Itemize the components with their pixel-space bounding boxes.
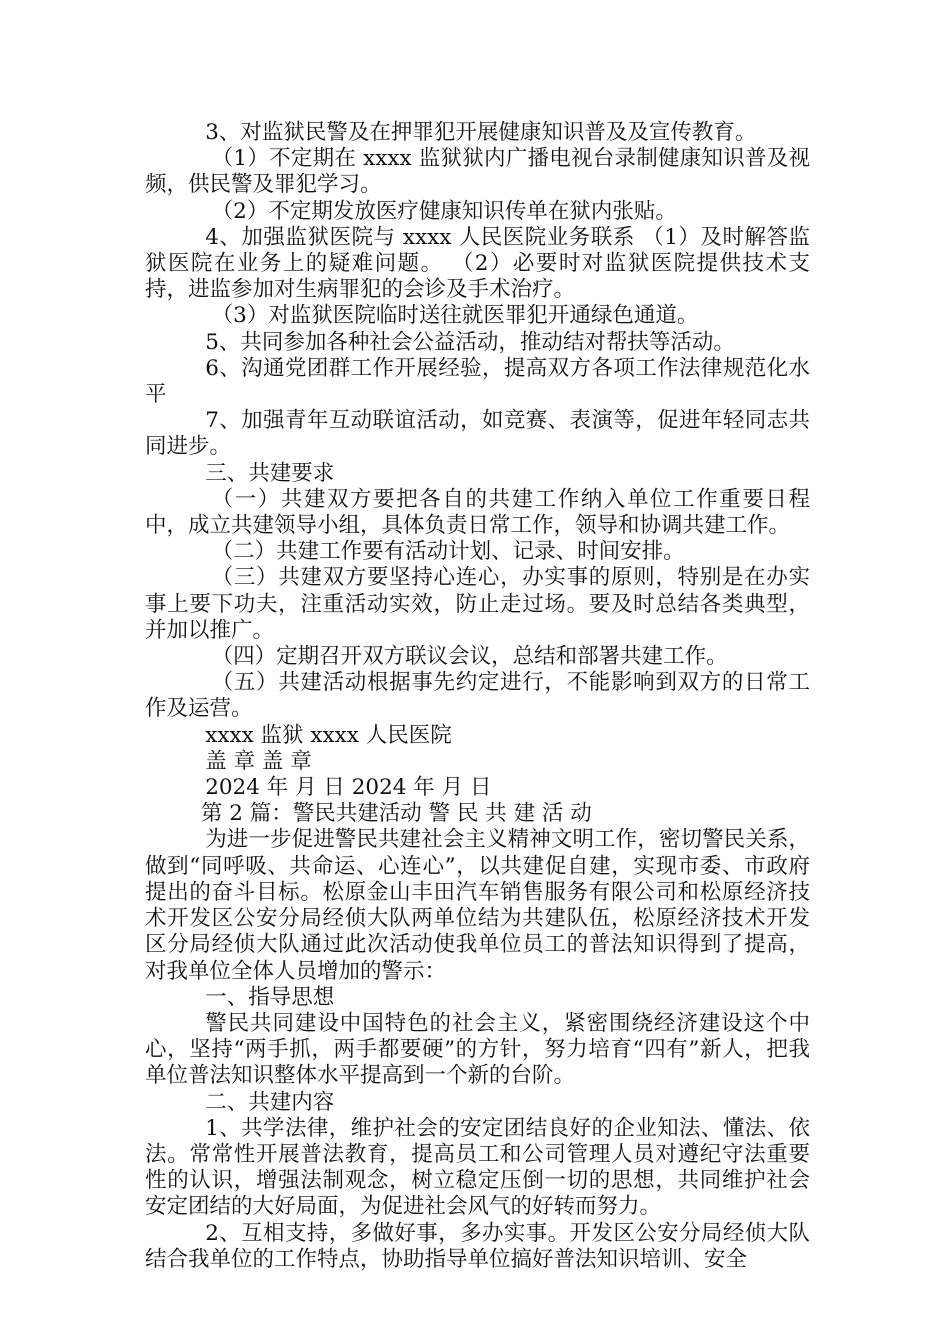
requirement-5: （五）共建活动根据事先约定进行，不能影响到双方的日常工作及运营。	[145, 670, 810, 722]
paragraph-subitem-2: （2）不定期发放医疗健康知识传单在狱内张贴。	[211, 198, 677, 224]
paragraph-item-4: 4、加强监狱医院与 xxxx 人民医院业务联系 （1）及时解答监狱医院在业务上的疑难问题。 （2）必要时对监狱医院提供技术支持，进监参加对生病罪犯的会诊及手术治疗。	[145, 224, 810, 303]
section-heading-requirements: 三、共建要求	[205, 460, 335, 486]
paragraph-subitem-3: （3）对监狱医院临时送往就医罪犯开通绿色通道。	[211, 303, 699, 329]
content-item-1: 1、共学法律，维护社会的安定团结良好的企业知法、懂法、依法。常常性开展普法教育，提高员工和公司管理人员对遵纪守法重要性的认识，增强法制观念，树立稳定压倒一切的思想，共同维护社会安定团结的大好局面，为促进社会风气的好转而努力。	[145, 1115, 810, 1220]
document-body	[145, 120, 810, 1273]
paragraph-item-5: 5、共同参加各种社会公益活动，推动结对帮扶等活动。	[205, 329, 735, 355]
requirement-1: （一）共建双方要把各自的共建工作纳入单位工作重要日程中，成立共建领导小组，具体负责日常工作，领导和协调共建工作。	[145, 486, 810, 539]
requirement-3: （三）共建双方要坚持心连心，办实事的原则，特别是在办实事上要下功夫，注重活动实效，防止走过场。要及时总结各类典型，并加以推广。	[145, 565, 810, 643]
paragraph-subitem-1: （1）不定期在 xxxx 监狱狱内广播电视台录制健康知识普及视频，供民警及罪犯学习。	[145, 146, 810, 198]
guiding-ideology-paragraph: 警民共同建设中国特色的社会主义，紧密围绕经济建设这个中心，坚持“两手抓，两手都要硬”的方针，努力培育“四有”新人，把我单位普法知识整体水平提高到一个新的台阶。	[145, 1010, 810, 1089]
section-heading-content: 二、共建内容	[205, 1089, 335, 1115]
intro-paragraph: 为进一步促进警民共建社会主义精神文明工作，密切警民关系，做到“同呼吸、共命运、心连心”，以共建促自建，实现市委、市政府提出的奋斗目标。松原金山丰田汽车销售服务有限公司和松原经济技术开发区公安分局经侦大队两单位结为共建队伍，松原经济技术开发区分局经侦大队通过此次活动使我单位员工的普法知识得到了提高，对我单位全体人员增加的警示：	[145, 827, 810, 984]
signature-parties: xxxx 监狱 xxxx 人民医院	[205, 722, 452, 748]
section-title-part-2: 第 2 篇：警民共建活动 警 民 共 建 活 动	[200, 801, 592, 827]
paragraph-item-7: 7、加强青年互动联谊活动，如竞赛、表演等，促进年轻同志共同进步。	[145, 408, 810, 460]
signature-dates: 2024 年 月 日 2024 年 月 日	[205, 775, 492, 801]
paragraph-item-3: 3、对监狱民警及在押罪犯开展健康知识普及及宣传教育。	[205, 120, 757, 145]
signature-seals: 盖 章 盖 章	[205, 748, 312, 774]
requirement-4: （四）定期召开双方联议会议，总结和部署共建工作。	[211, 644, 728, 670]
content-item-2: 2、互相支持，多做好事，多办实事。开发区公安分局经侦大队结合我单位的工作特点，协助指导单位搞好普法知识培训、安全	[145, 1220, 810, 1272]
requirement-2: （二）共建工作要有活动计划、记录、时间安排。	[211, 539, 685, 565]
section-heading-guiding-ideology: 一、指导思想	[205, 984, 335, 1010]
paragraph-item-6: 6、沟通党团群工作开展经验，提高双方各项工作法律规范化水平	[145, 355, 810, 408]
